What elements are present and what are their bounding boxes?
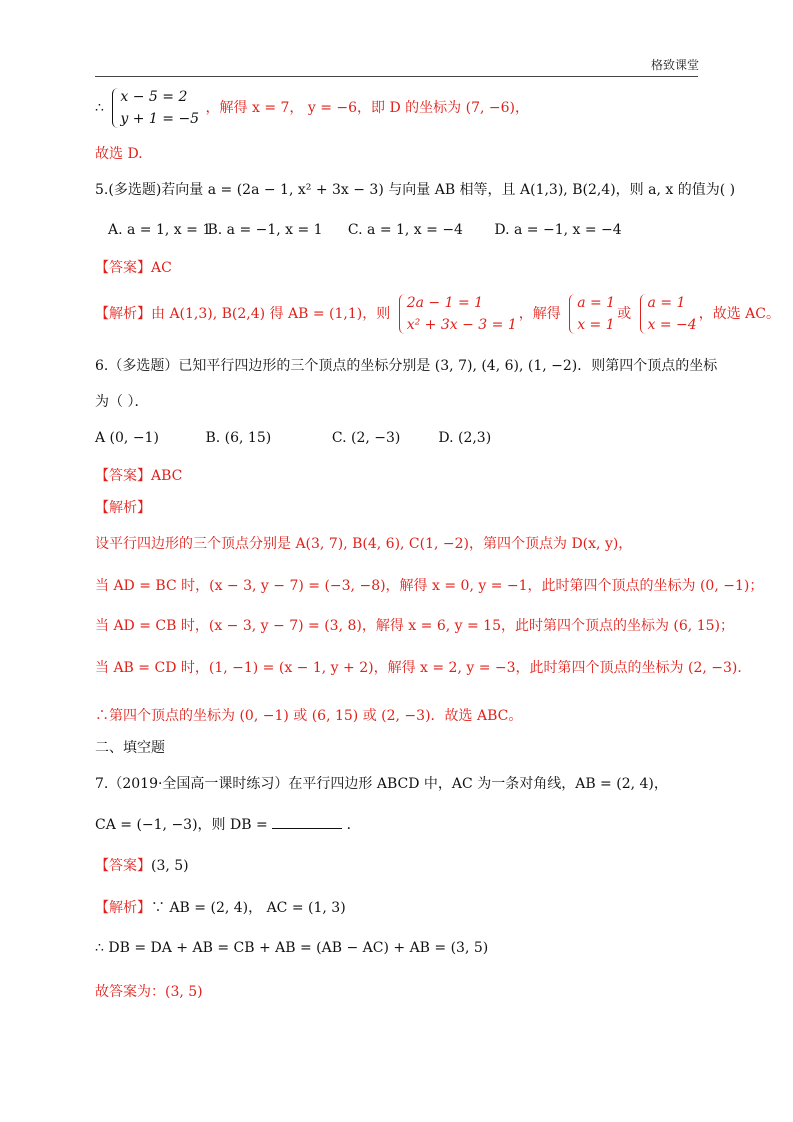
q5-option-c: C. a = 1, x = −4 xyxy=(347,222,463,238)
q5-system-3 xyxy=(638,292,697,336)
q6-analysis-2: 当 AD = BC 时，(x − 3, y − 7) = (−3, −8)，解得 x = 0, y = −1，此时第四个顶点的坐标为 (0, −1)； xyxy=(95,578,764,594)
q5-stem: 5.(多选题)若向量 a = (2a − 1, x² + 3x − 3) 与向量 AB 相等，且 A(1,3), B(2,4)，则 a, x 的值为( ) xyxy=(95,182,736,198)
q5-option-b: B. a = −1, x = 1 xyxy=(207,222,323,238)
q7-stem-2 xyxy=(95,814,361,835)
q7-final xyxy=(95,982,203,1002)
q7-analysis-1-text: ∵ AB = (2, 4)， AC = (1, 3) xyxy=(151,900,346,916)
q5-analysis xyxy=(95,292,780,336)
q7-answer xyxy=(95,856,189,876)
analysis-tag: 【解析】 xyxy=(95,306,151,322)
q6-analysis-5: ∴第四个顶点的坐标为 (0, −1) 或 (6, 15) 或 (2, −3)．故选 ABC。 xyxy=(95,708,523,724)
q6-stem-1: 6.（多选题）已知平行四边形的三个顶点的坐标分别是 (3, 7), (4, 6), (1, −2)．则第四个顶点的坐标 xyxy=(95,358,718,374)
q7-stem-2b: ． xyxy=(346,817,361,833)
q6-option-c: C. (2, −3) xyxy=(331,430,401,446)
q5-end: ，故选 AC。 xyxy=(698,306,780,322)
q5-sys1-eq2: x² + 3x − 3 = 1 xyxy=(406,317,517,333)
q6-analysis-tag: 【解析】 xyxy=(95,500,151,516)
q5-answer-value: AC xyxy=(151,260,172,276)
q7-analysis-2: ∴ DB = DA + AB = CB + AB = (AB − AC) + AB = (3, 5) xyxy=(95,940,489,956)
q6-analysis-3: 当 AD = CB 时，(x − 3, y − 7) = (3, 8)，解得 x = 6, y = 15，此时第四个顶点的坐标为 (6, 15)； xyxy=(95,618,734,634)
q5-analysis-a: 由 A(1,3), B(2,4) 得 AB = (1,1)，则 xyxy=(151,306,391,322)
q7-answer-value: (3, 5) xyxy=(151,858,189,874)
q4-pick: 故选 D. xyxy=(95,146,143,162)
header-brand: 格致课堂 xyxy=(650,58,699,72)
q5-answer xyxy=(95,258,172,278)
q6-option-a: A (0, −1) xyxy=(95,430,159,446)
therefore-symbol: ∴ xyxy=(95,100,104,116)
q6-option-d: D. (2,3) xyxy=(438,430,492,446)
q5-system-2 xyxy=(567,292,615,336)
q5-options xyxy=(108,220,622,240)
q7-answer-blank xyxy=(272,814,342,829)
q5-or: 或 xyxy=(617,306,632,322)
q6-answer-value: ABC xyxy=(151,468,183,484)
q5-solve: ，解得 xyxy=(518,306,561,322)
q6-analysis-1: 设平行四边形的三个顶点分别是 A(3, 7), B(4, 6), C(1, −2)，第四个顶点为 D(x, y)， xyxy=(95,536,633,552)
q5-sys2-eq2: x = 1 xyxy=(577,317,615,333)
header-rule xyxy=(95,76,698,77)
q5-sys2-eq1: a = 1 xyxy=(577,295,616,311)
q5-sys3-eq2: x = −4 xyxy=(647,317,697,333)
q6-answer xyxy=(95,466,182,486)
q4-solution-text: ，解得 x = 7， y = −6，即 D 的坐标为 (7, −6)， xyxy=(205,100,530,116)
section-fill-blank-title: 二、填空题 xyxy=(95,740,165,756)
q7-stem-1: 7.（2019·全国高一课时练习）在平行四边形 ABCD 中，AC 为一条对角线，AB = (2, 4)， xyxy=(95,776,668,792)
q7-stem-2a: CA = (−1, −3)，则 DB = xyxy=(95,817,268,833)
q7-analysis-1 xyxy=(95,898,346,918)
analysis-tag: 【解析】 xyxy=(95,900,151,916)
q6-analysis-4: 当 AB = CD 时，(1, −1) = (x − 1, y + 2)，解得 x = 2, y = −3，此时第四个顶点的坐标为 (2, −3)． xyxy=(95,660,752,676)
q4-equation-system xyxy=(110,86,199,130)
q5-option-a: A. a = 1, x = 1 xyxy=(108,222,212,238)
answer-tag: 【答案】 xyxy=(95,468,151,484)
q5-option-d: D. a = −1, x = −4 xyxy=(494,222,622,238)
q6-option-b: B. (6, 15) xyxy=(205,430,272,446)
q5-system-1 xyxy=(397,292,517,336)
q4-solution-line xyxy=(95,86,529,130)
q4-eq-1: x − 5 = 2 xyxy=(120,89,188,105)
q7-final-text: 故答案为：(3, 5) xyxy=(95,984,203,1000)
q6-options xyxy=(95,428,491,448)
answer-tag: 【答案】 xyxy=(95,260,151,276)
q6-stem-2: 为（ ）． xyxy=(95,394,149,410)
answer-tag: 【答案】 xyxy=(95,858,151,874)
q4-eq-2: y + 1 = −5 xyxy=(120,111,200,127)
q5-sys1-eq1: 2a − 1 = 1 xyxy=(406,295,484,311)
q5-sys3-eq1: a = 1 xyxy=(647,295,686,311)
